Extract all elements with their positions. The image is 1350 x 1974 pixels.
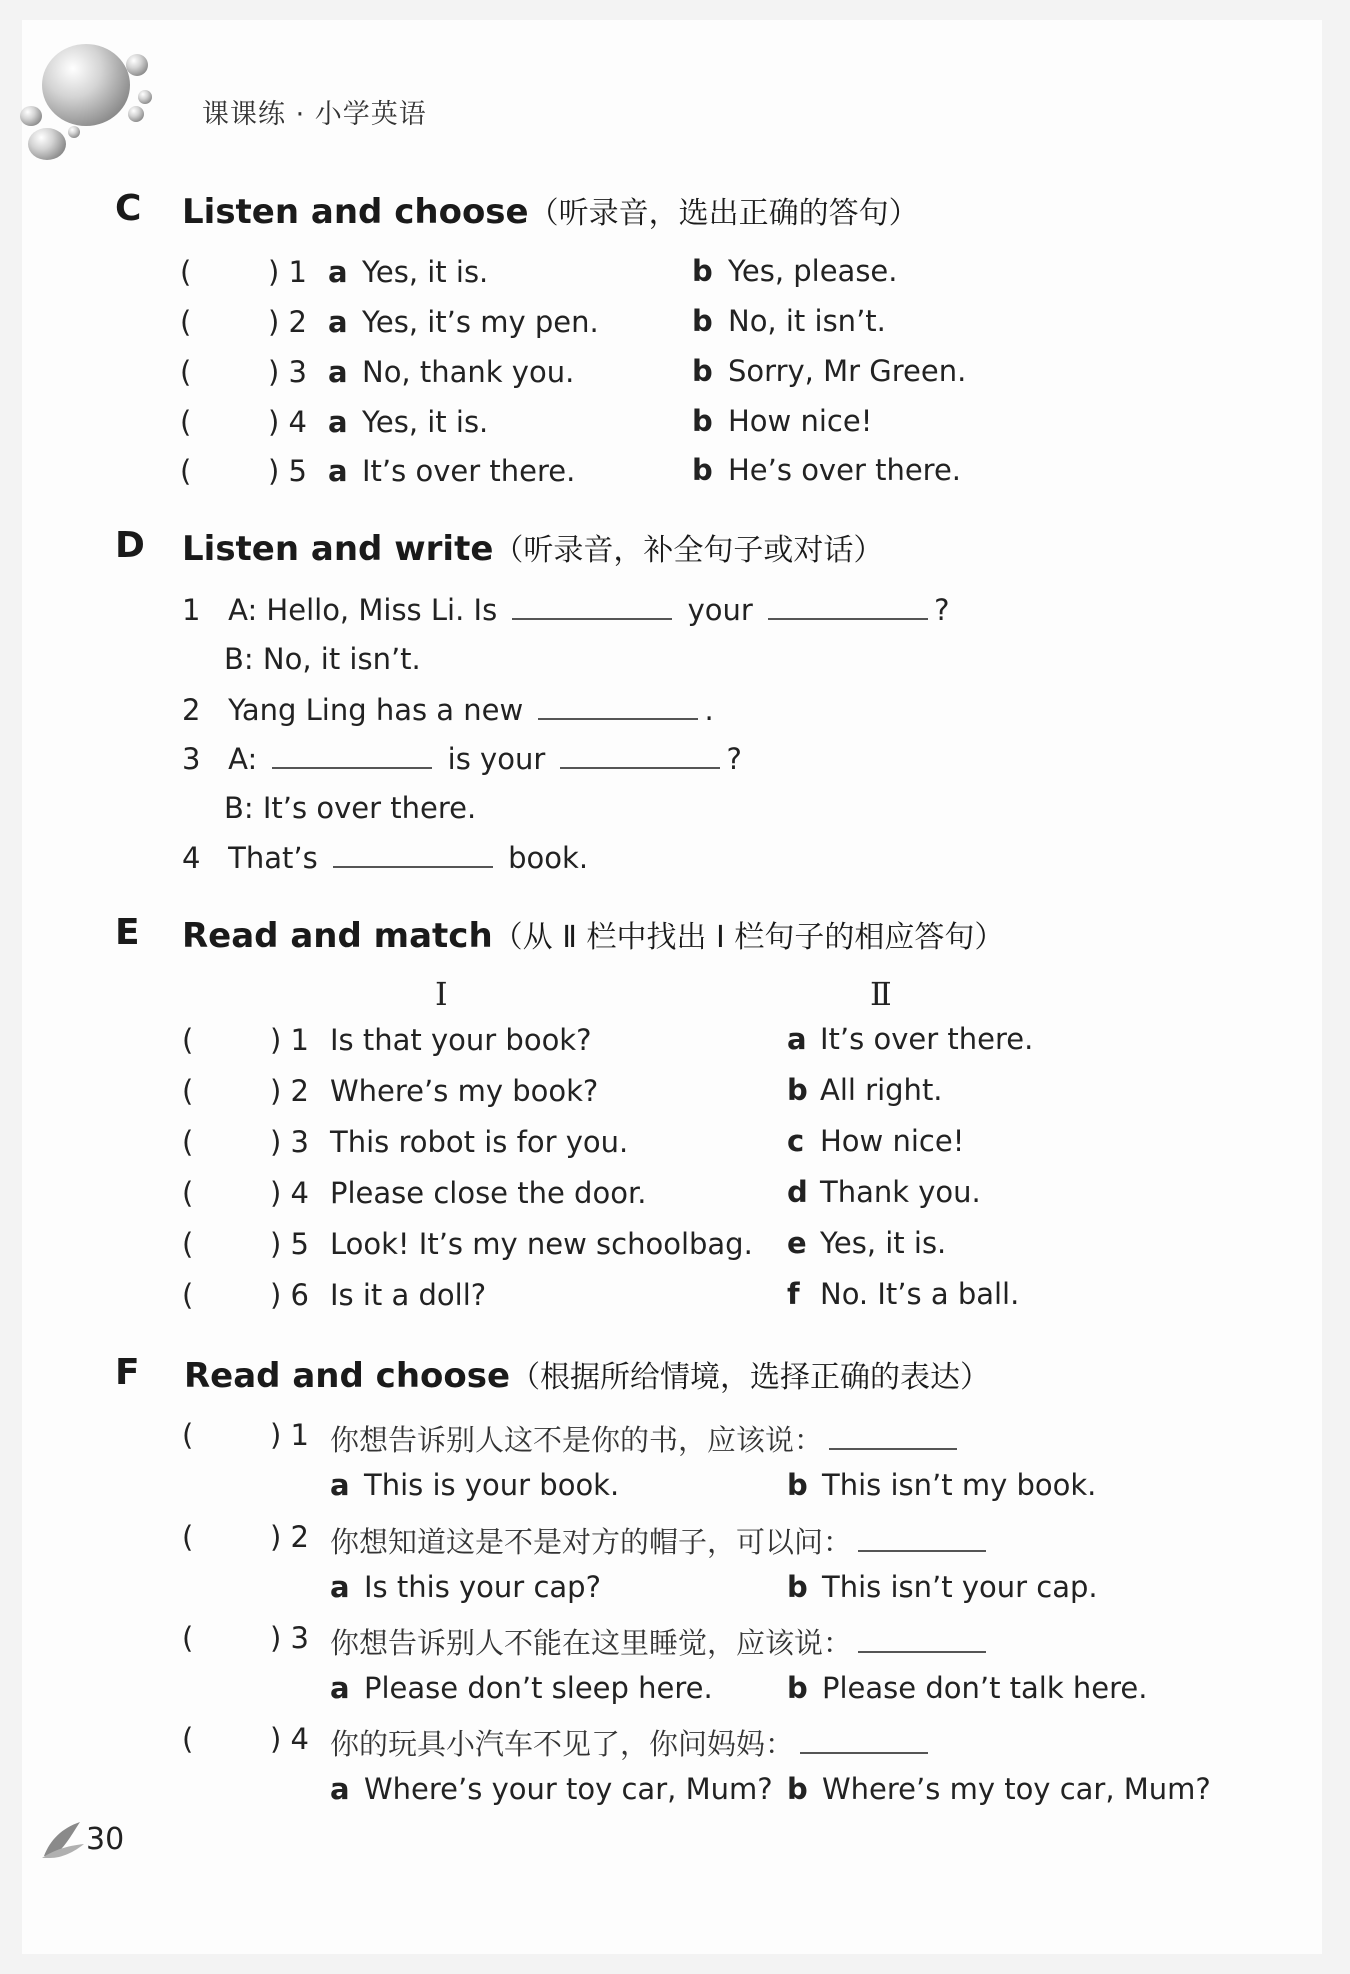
- answer-paren[interactable]: (: [180, 454, 192, 488]
- option-a-label: a: [330, 1468, 350, 1502]
- match-text: All right.: [820, 1073, 943, 1107]
- column-ii-heading: Ⅱ: [870, 975, 892, 1013]
- item-number: ) 3: [268, 355, 307, 389]
- scenario-prompt-text: 你想告诉别人不能在这里睡觉，应该说：: [330, 1626, 853, 1660]
- option-a-text: This is your book.: [364, 1468, 620, 1502]
- option-a-text: Is this your cap?: [364, 1570, 601, 1604]
- scenario-prompt: [330, 1418, 963, 1459]
- option-a-text: Yes, it is.: [362, 405, 489, 439]
- scenario-prompt-text: 你想知道这是不是对方的帽子，可以问：: [330, 1525, 853, 1559]
- option-b-label: b: [787, 1772, 808, 1806]
- option-b-label: b: [787, 1570, 808, 1604]
- option-b-text: This isn’t my book.: [822, 1468, 1097, 1502]
- item-number: ) 4: [270, 1722, 309, 1756]
- match-text: How nice!: [820, 1124, 965, 1158]
- answer-blank[interactable]: [858, 1625, 986, 1653]
- option-a-text: Where’s your toy car, Mum?: [364, 1772, 773, 1806]
- option-b-label: b: [692, 404, 713, 438]
- option-b-label: b: [692, 254, 713, 288]
- question-text: Is it a doll?: [330, 1278, 487, 1312]
- option-a-label: a: [330, 1671, 350, 1705]
- scenario-prompt: [330, 1722, 934, 1763]
- d-q4: 4 That’s book.: [182, 841, 589, 875]
- section-c-title: Listen and choose（听录音，选出正确的答句）: [182, 192, 919, 232]
- answer-paren[interactable]: (: [182, 1722, 194, 1756]
- d-q3: 3 A: is your ?: [182, 742, 742, 776]
- question-text: Where’s my book?: [330, 1074, 599, 1108]
- option-a-label: a: [328, 405, 348, 439]
- item-number: ) 6: [270, 1278, 309, 1312]
- match-text: Thank you.: [820, 1175, 981, 1209]
- scenario-prompt-text: 你的玩具小汽车不见了，你问妈妈：: [330, 1727, 795, 1761]
- question-text: Is that your book?: [330, 1023, 592, 1057]
- item-number: ) 2: [270, 1074, 309, 1108]
- answer-paren[interactable]: (: [182, 1418, 194, 1452]
- option-a-label: a: [330, 1570, 350, 1604]
- answer-paren[interactable]: (: [182, 1074, 194, 1108]
- page-number: 30: [86, 1822, 125, 1857]
- scenario-prompt-text: 你想告诉别人这不是你的书，应该说：: [330, 1423, 824, 1457]
- question-text: Please close the door.: [330, 1176, 647, 1210]
- option-a-label: a: [328, 305, 348, 339]
- answer-paren[interactable]: (: [180, 255, 192, 289]
- option-b-text: This isn’t your cap.: [822, 1570, 1098, 1604]
- option-b-text: How nice!: [728, 404, 873, 438]
- option-b-text: No, it isn’t.: [728, 304, 886, 338]
- bubbles-decoration-icon: [20, 40, 170, 170]
- item-number: ) 3: [270, 1621, 309, 1655]
- section-c-letter: C: [115, 188, 142, 229]
- item-number: ) 4: [268, 405, 307, 439]
- item-number: ) 2: [270, 1520, 309, 1554]
- answer-paren[interactable]: (: [182, 1278, 194, 1312]
- answer-paren[interactable]: (: [182, 1227, 194, 1261]
- answer-blank[interactable]: [538, 692, 698, 720]
- answer-blank[interactable]: [800, 1726, 928, 1754]
- option-a-text: No, thank you.: [362, 355, 575, 389]
- answer-blank[interactable]: [829, 1422, 957, 1450]
- item-number: ) 3: [270, 1125, 309, 1159]
- section-d-title: Listen and write（听录音，补全句子或对话）: [182, 529, 884, 569]
- option-b-label: b: [692, 304, 713, 338]
- option-b-text: Yes, please.: [728, 254, 898, 288]
- running-head: 课课练 · 小学英语: [202, 99, 427, 130]
- option-b-text: He’s over there.: [728, 453, 962, 487]
- item-number: ) 1: [268, 255, 307, 289]
- option-a-text: Yes, it is.: [362, 255, 489, 289]
- option-a-label: a: [328, 255, 348, 289]
- option-b-text: Sorry, Mr Green.: [728, 354, 967, 388]
- answer-paren[interactable]: (: [180, 355, 192, 389]
- column-i-heading: Ⅰ: [435, 975, 448, 1013]
- question-text: This robot is for you.: [330, 1125, 629, 1159]
- d-q3-reply: B: It’s over there.: [224, 791, 477, 825]
- match-letter: a: [787, 1022, 807, 1056]
- option-a-text: Yes, it’s my pen.: [362, 305, 599, 339]
- item-number: ) 2: [268, 305, 307, 339]
- answer-blank[interactable]: [333, 840, 493, 868]
- option-a-label: a: [330, 1772, 350, 1806]
- option-b-label: b: [787, 1671, 808, 1705]
- section-f-letter: F: [115, 1352, 140, 1393]
- item-number: ) 1: [270, 1418, 309, 1452]
- match-letter: f: [787, 1277, 800, 1311]
- option-a-text: It’s over there.: [362, 454, 576, 488]
- section-d-letter: D: [115, 525, 145, 566]
- option-b-label: b: [787, 1468, 808, 1502]
- match-letter: d: [787, 1175, 808, 1209]
- section-e-letter: E: [115, 912, 140, 953]
- answer-blank[interactable]: [560, 741, 720, 769]
- leaf-icon: [40, 1820, 86, 1860]
- answer-blank[interactable]: [512, 592, 672, 620]
- answer-paren[interactable]: (: [182, 1176, 194, 1210]
- answer-paren[interactable]: (: [180, 305, 192, 339]
- option-b-text: Where’s my toy car, Mum?: [822, 1772, 1211, 1806]
- match-text: Yes, it is.: [820, 1226, 947, 1260]
- question-text: Look! It’s my new schoolbag.: [330, 1227, 753, 1261]
- item-number: ) 4: [270, 1176, 309, 1210]
- scenario-prompt: [330, 1621, 992, 1662]
- item-number: ) 5: [270, 1227, 309, 1261]
- match-text: It’s over there.: [820, 1022, 1034, 1056]
- item-number: ) 5: [268, 454, 307, 488]
- match-text: No. It’s a ball.: [820, 1277, 1020, 1311]
- option-a-label: a: [328, 454, 348, 488]
- answer-paren[interactable]: (: [182, 1023, 194, 1057]
- scenario-prompt: [330, 1520, 992, 1561]
- match-letter: b: [787, 1073, 808, 1107]
- answer-blank[interactable]: [858, 1524, 986, 1552]
- option-a-label: a: [328, 355, 348, 389]
- d-q1-reply: B: No, it isn’t.: [224, 642, 421, 676]
- answer-paren[interactable]: (: [180, 405, 192, 439]
- option-b-label: b: [692, 354, 713, 388]
- section-e-title: Read and match（从 Ⅱ 栏中找出 Ⅰ 栏句子的相应答句）: [182, 916, 1005, 956]
- answer-paren[interactable]: (: [182, 1621, 194, 1655]
- d-q2: 2 Yang Ling has a new .: [182, 693, 714, 727]
- option-a-text: Please don’t sleep here.: [364, 1671, 713, 1705]
- match-letter: c: [787, 1124, 805, 1158]
- answer-paren[interactable]: (: [182, 1520, 194, 1554]
- option-b-label: b: [692, 453, 713, 487]
- match-letter: e: [787, 1226, 807, 1260]
- option-b-text: Please don’t talk here.: [822, 1671, 1148, 1705]
- answer-blank[interactable]: [272, 741, 432, 769]
- d-q1: 1 A: Hello, Miss Li. Is your ?: [182, 593, 950, 627]
- answer-paren[interactable]: (: [182, 1125, 194, 1159]
- answer-blank[interactable]: [768, 592, 928, 620]
- section-f-title: Read and choose（根据所给情境，选择正确的表达）: [184, 1356, 991, 1396]
- workbook-page: [22, 20, 1322, 1954]
- item-number: ) 1: [270, 1023, 309, 1057]
